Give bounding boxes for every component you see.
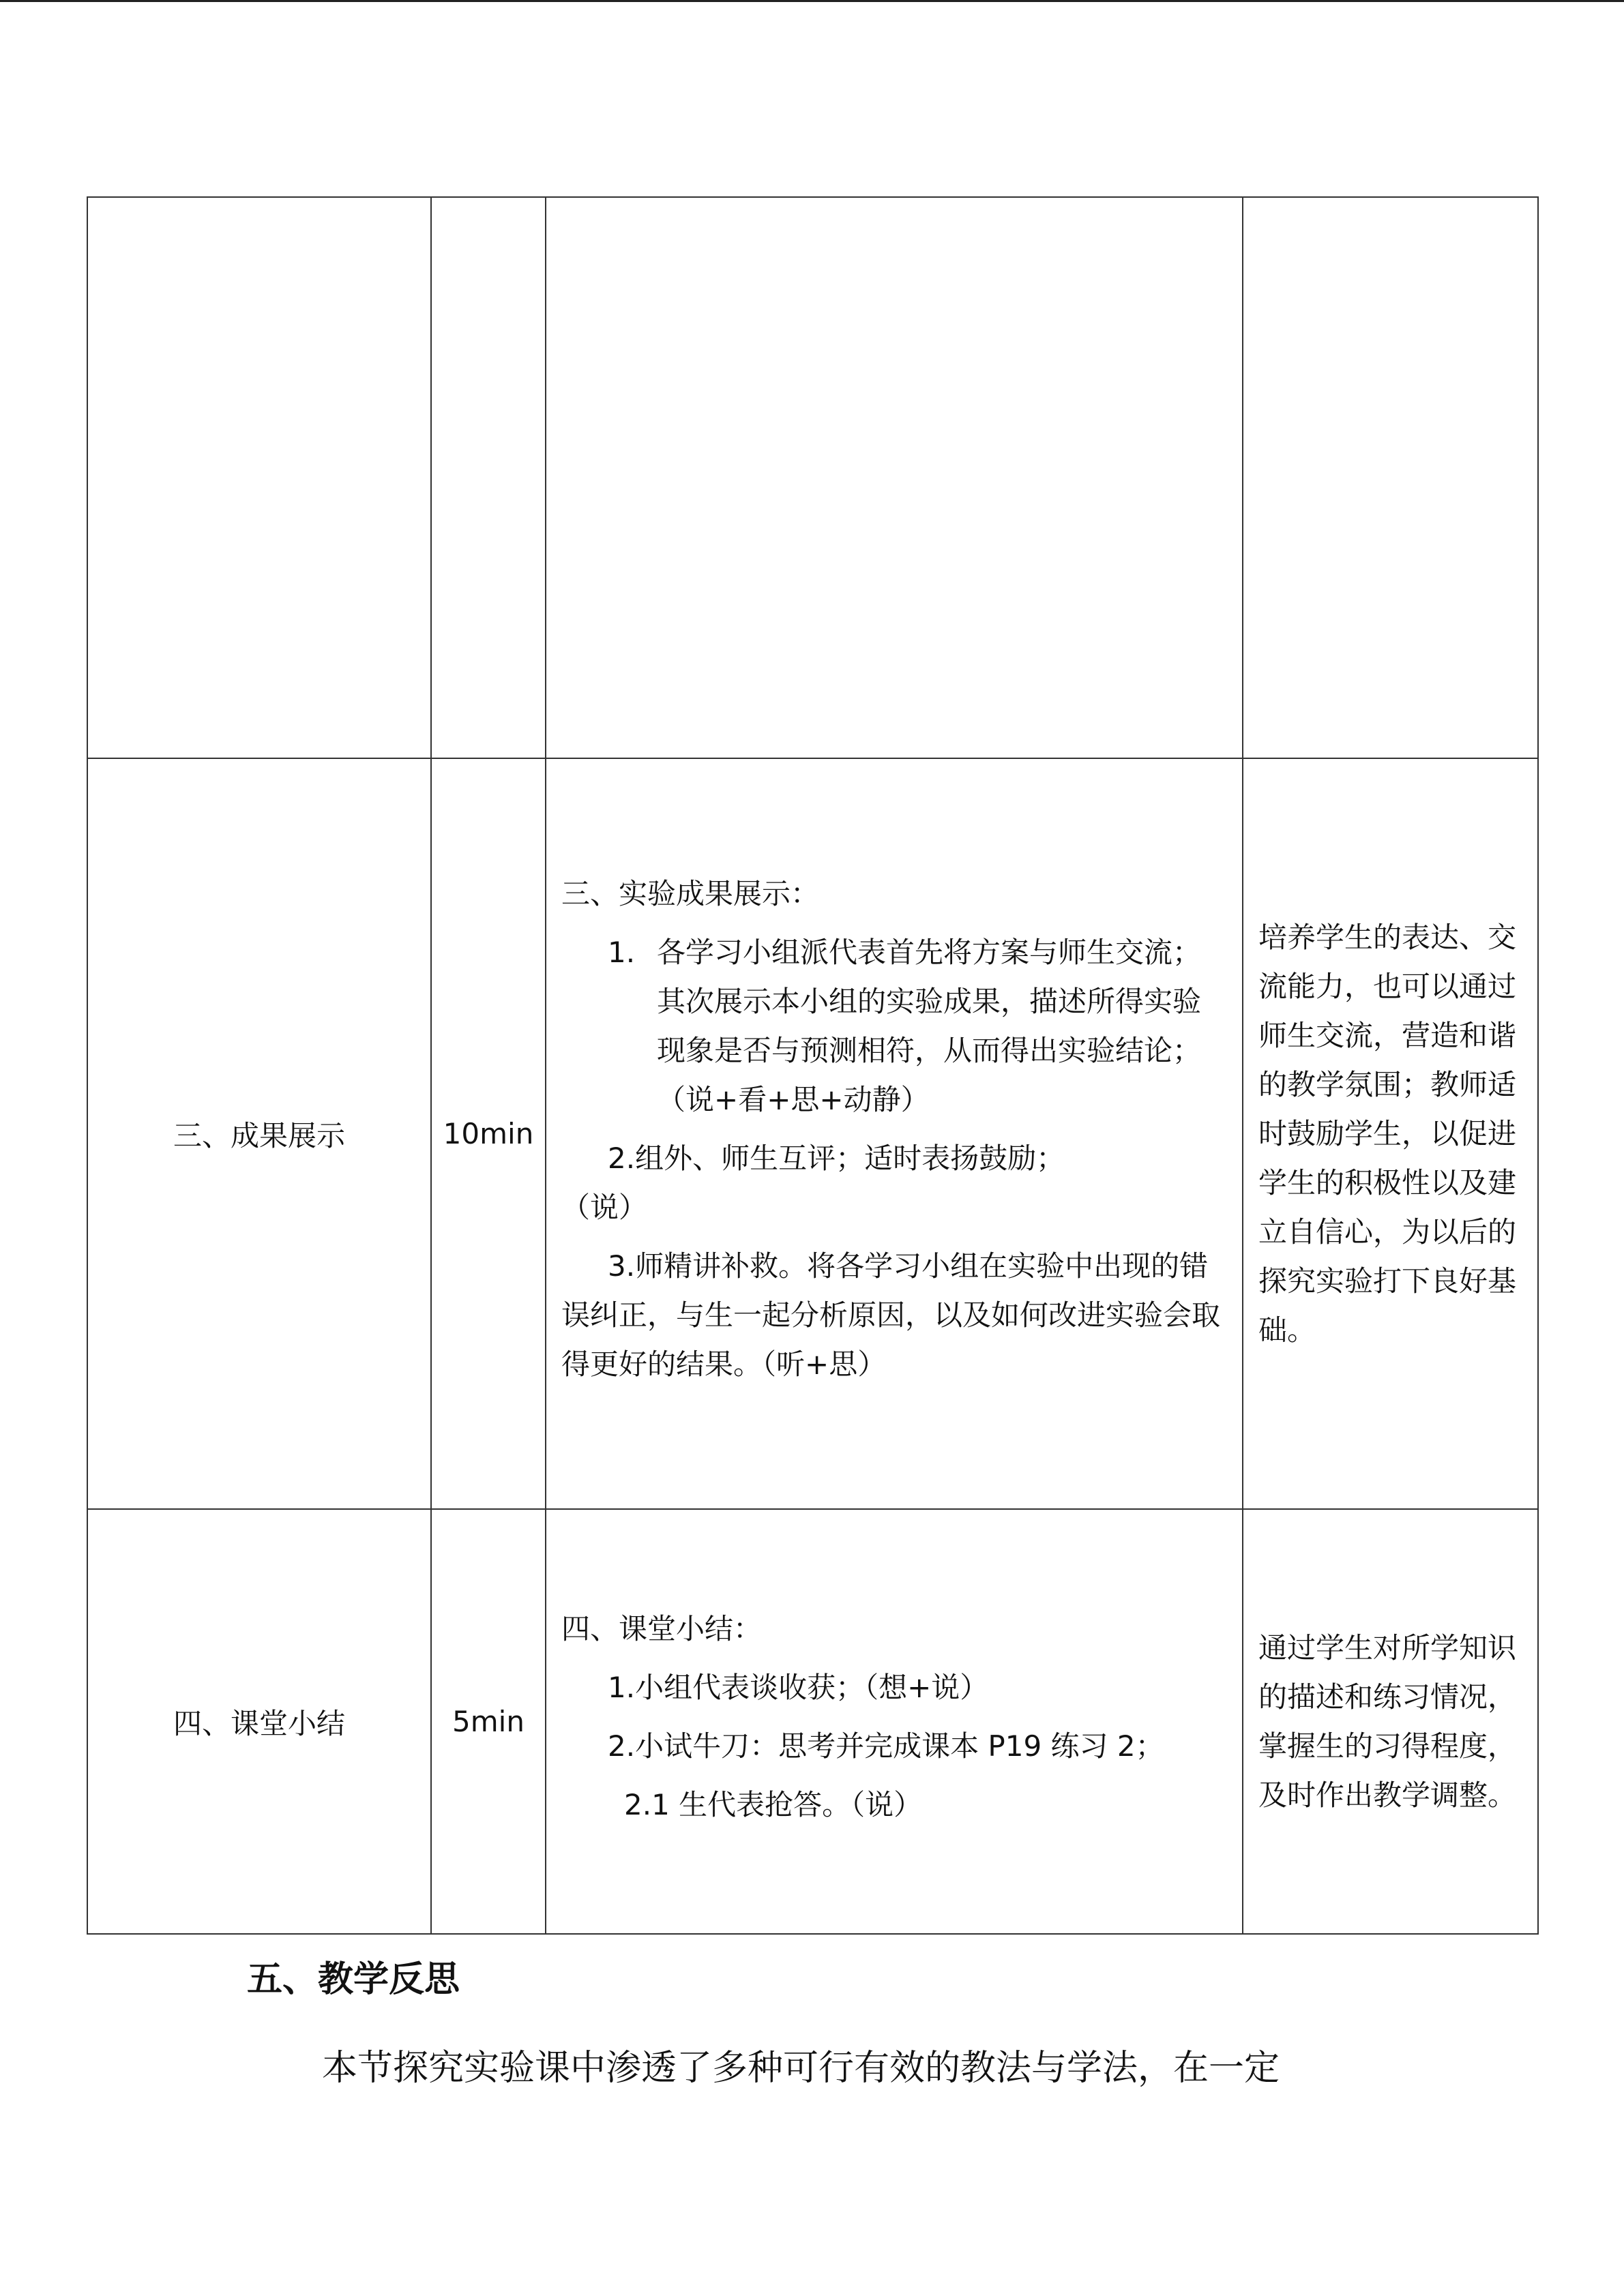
body-paragraph: 本节探究实验课中渗透了多种可行有效的教法与学法，在一定 [322,2048,1280,2089]
activity-heading: 四、课堂小结： [561,1611,763,1645]
intent-cell: 培养学生的表达、交流能力，也可以通过师生交流，营造和谐的教学氛围；教师适时鼓励学生，以促进学生的积极性以及建立自信心，为以后的探究实验打下良好基础。 [1243,758,1538,1509]
page-top-border [0,0,1624,2]
stage-cell: 三、成果展示 [87,758,431,1509]
intent-cell [1243,197,1538,758]
activity-item: 2.小试牛刀：思考并完成课本 P19 练习 2； [608,1729,1164,1763]
activity-item-tail: （说） [561,1190,648,1224]
activity-cell [546,197,1243,758]
time-cell: 10min [431,758,546,1509]
section-heading: 五、教学反思 [247,1958,460,2000]
activity-heading: 三、实验成果展示： [561,876,820,910]
table-row [87,197,1538,758]
item-text: 各学习小组派代表首先将方案与师生交流；其次展示本小组的实验成果，描述所得实验现象是否与预测相符，从而得出实验结论；（说+看+思+动静） [657,935,1202,1116]
intent-cell: 通过学生对所学知识的描述和练习情况，掌握生的习得程度，及时作出教学调整。 [1243,1509,1538,1934]
stage-cell [87,197,431,758]
activity-item: 2.1 生代表抢答。（说） [624,1787,923,1821]
table-row [87,1509,1538,1934]
time-cell [431,197,546,758]
activity-item: 3.师精讲补救。将各学习小组在实验中出现的错误纠正，与生一起分析原因，以及如何改进实验会取得更好的结果。（听+思） [561,1249,1221,1381]
activity-cell [546,1509,1243,1934]
activity-item [608,928,1224,1124]
item-number: 1. [608,935,636,969]
stage-cell: 四、课堂小结 [87,1509,431,1934]
lesson-plan-table [87,196,1539,1935]
activity-item: 2.组外、师生互评；适时表扬鼓励； [608,1141,1065,1175]
activity-item: 1.小组代表谈收获；（想+说） [608,1670,989,1704]
time-cell: 5min [431,1509,546,1934]
table-row [87,758,1538,1509]
activity-cell [546,758,1243,1509]
